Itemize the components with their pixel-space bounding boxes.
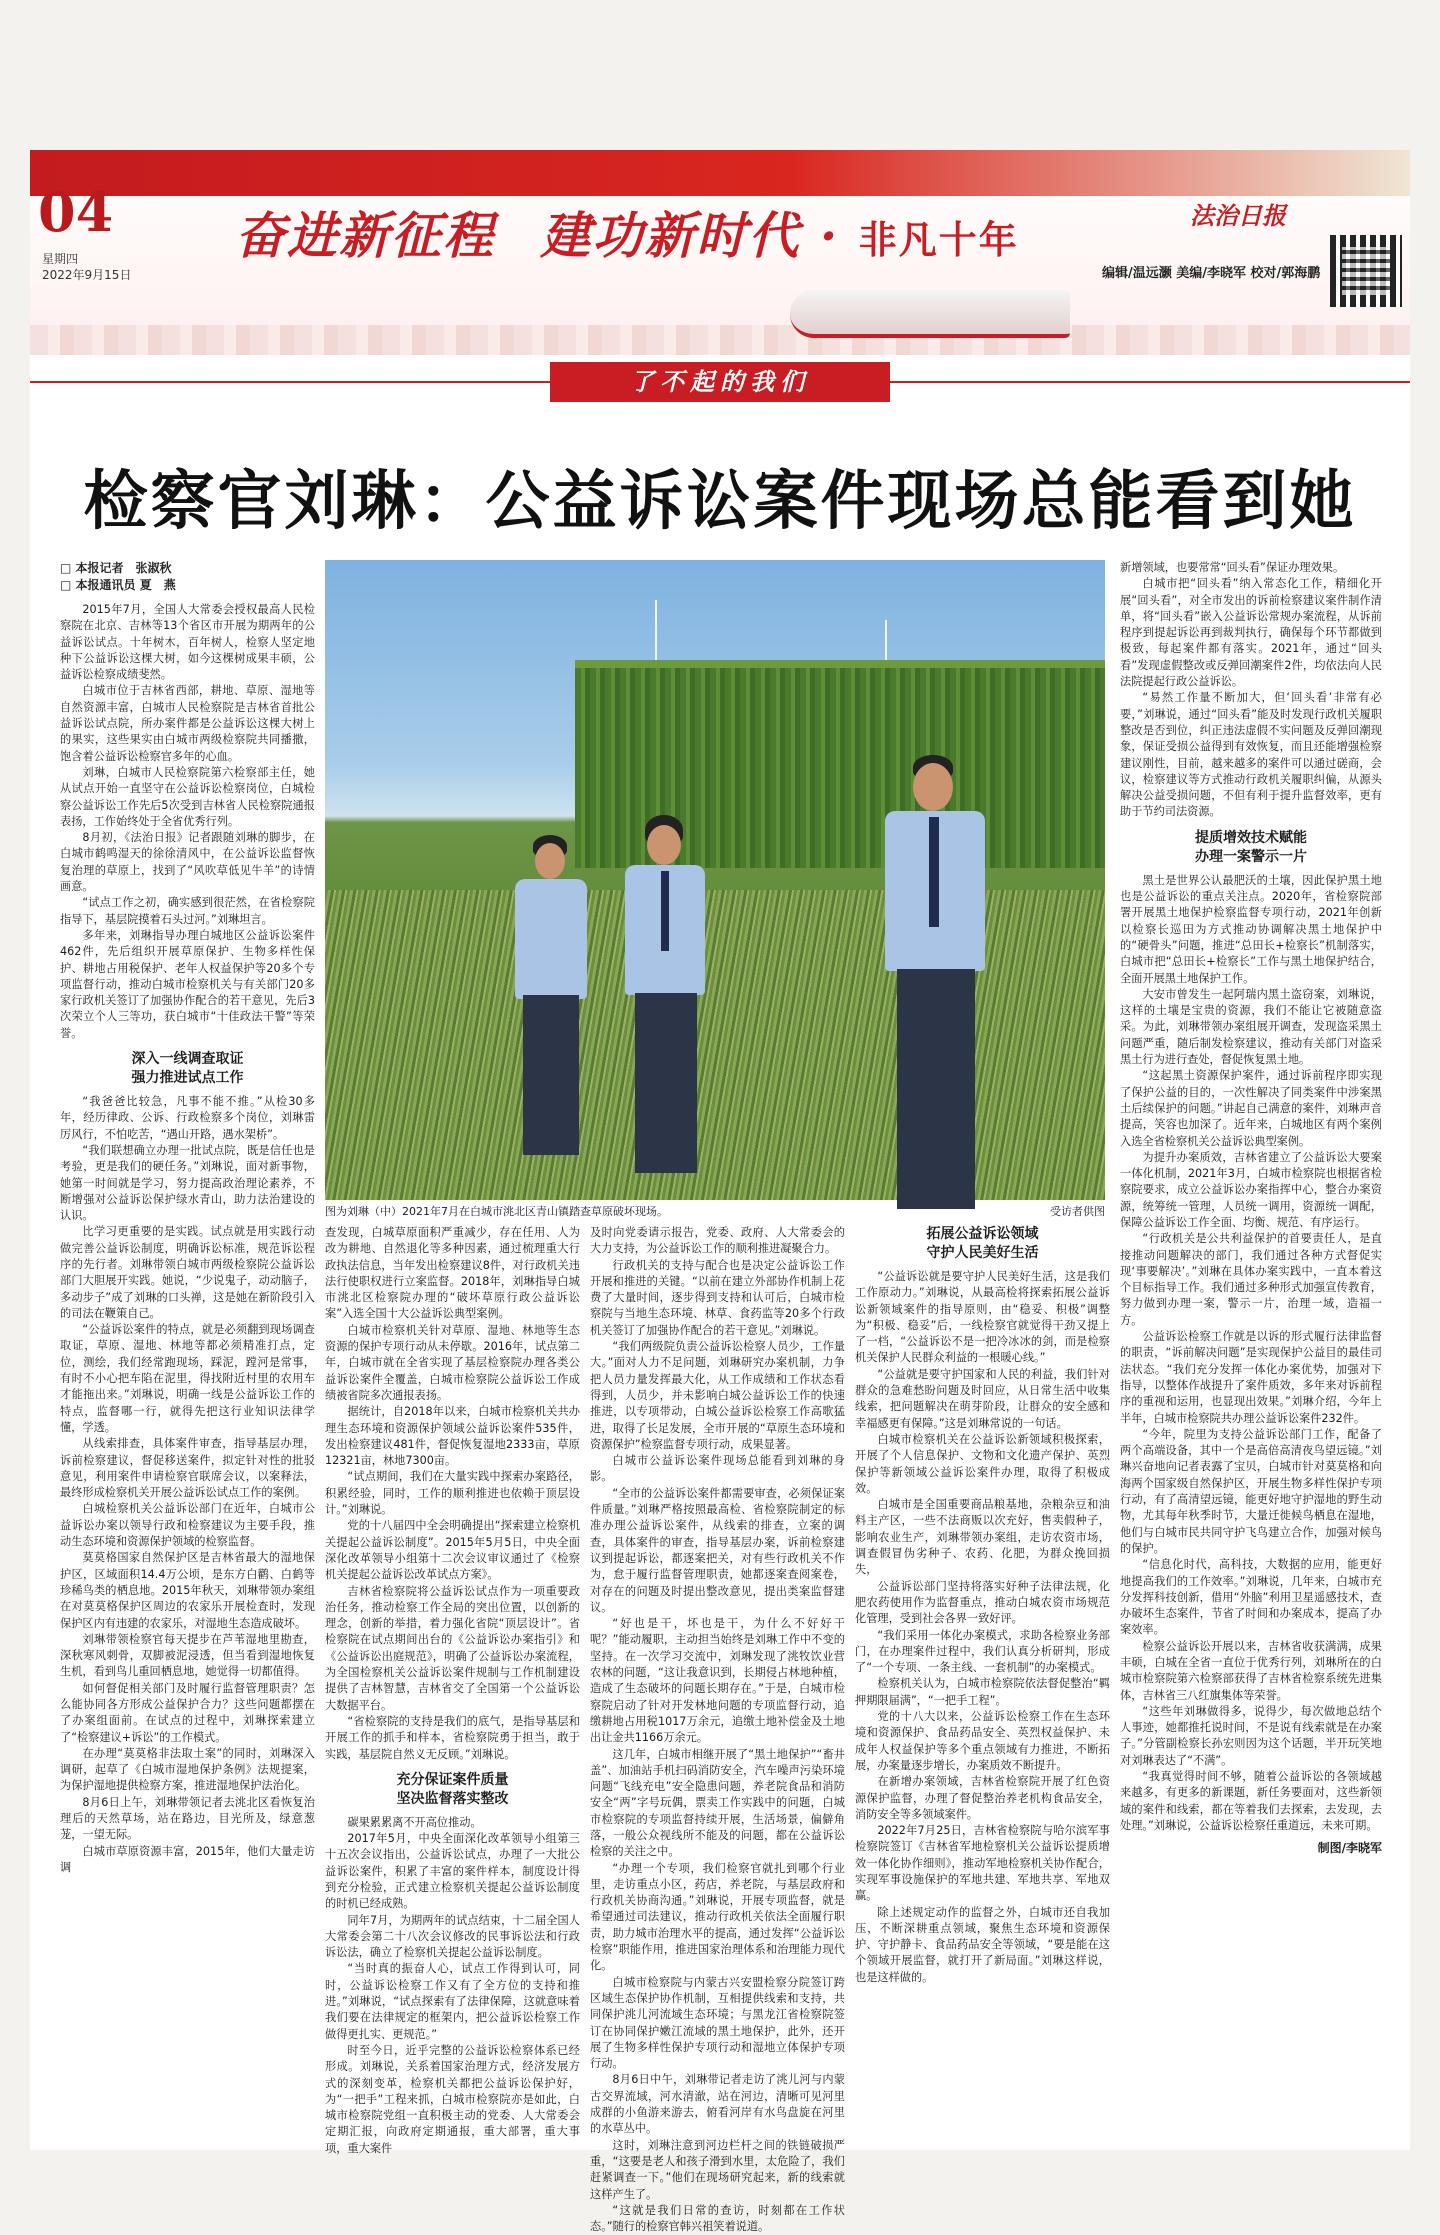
paragraph: 刘琳带领检察官每天提步在芦苇湿地里勘查，深秋寒风刺骨，双脚被泥浸透，但当看到湿地恢复生机，看到鸟儿重回栖息地，她觉得一切都值得。 <box>60 1632 315 1679</box>
subhead-4 <box>1120 829 1382 867</box>
paragraph: 除上述规定动作的监督之外，白城市还自我加压，不断深耕重点领域，聚焦生态环境和资源保护、守护静卡、食品药品安全等领域，“要是能在这个领域开展监督，就打开了新局面。”刘琳这样说，也是这样做的。 <box>855 1905 1110 1984</box>
paragraph: 8月初，《法治日报》记者跟随刘琳的脚步，在白城市鹤鸣湿天的徐徐清风中，在公益诉讼监督恢复治理的草原上，找到了“风吹草低见牛羊”的诗情画意。 <box>60 831 315 894</box>
paragraph: 白城市检察机关在公益诉讼新领域积极探索，开展了个人信息保护、文物和文化遗产保护、英烈保护等新领域公益诉讼案件办理，取得了积极成效。 <box>855 1432 1110 1495</box>
paragraph: 2015年7月，全国人大常委会授权最高人民检察院在北京、吉林等13个省区市开展为期两年的公益诉讼试点。十年树木，百年树人，检察人坚定地种下公益诉讼这棵大树，如今这棵树成果丰硕，公益诉讼检察成绩斐然。 <box>60 603 315 682</box>
subhead-line: 守护人民美好生活 <box>926 1245 1039 1261</box>
paragraph: 8月6日上午，刘琳带领记者去洮北区看恢复治理后的天然草场，站在路边，目光所及，绿意葱茏，一望无际。 <box>60 1795 315 1842</box>
banner-train-graphic <box>790 290 1070 338</box>
paragraph: 在新增办案领域，吉林省检察院开展了红色资源保护监督，办理了督促整治养老机构食品安全，消防安全等多领域案件。 <box>855 1775 1110 1821</box>
paragraph: 从线索排查，具体案件审查，指导基层办理，诉前检察建议，督促移送案件，拟定针对性的批驳意见，利用案件申请检察官联席会议，以案释法，最终形成检察机关开展公益诉讼试点工作的案例。 <box>60 1437 315 1500</box>
paragraph: “公益就是要守护国家和人民的利益，我们针对群众的急难愁盼问题及时回应，从日常生活中收集线索，把问题解决在萌芽阶段，让群众的安全感和幸福感更有保障。”这是刘琳常说的一句话。 <box>855 1367 1110 1430</box>
subhead-2 <box>325 1771 580 1809</box>
paragraph: “行政机关是公共利益保护的首要责任人，是直接推动问题解决的部门，我们通过各种方式督促实现‘事要解决’。”刘琳在具体办案实践中，一直本着这个目标指导工作。我们通过多种形式加强宣传教育，努力做到办理一案，警示一片，治理一域，造福一方。 <box>1120 1232 1382 1327</box>
subhead-3 <box>855 1225 1110 1263</box>
paragraph: 白城市检察院与内蒙古兴安盟检察分院签订跨区域生态保护协作机制，互相提供线索和支持，共同保护洮儿河流域生态环境；与黑龙江省检察院签订在协同保护嫩江流域的黑土地保护，此外，还开展了生物多样性保护专项行动和湿地立体保护专项行动。 <box>590 1975 845 2071</box>
subhead-1 <box>60 1050 315 1088</box>
byline-correspondent: □ 本报通讯员 夏 燕 <box>60 578 176 592</box>
slogan-separator: · <box>819 206 840 265</box>
byline-reporter: □ 本报记者 张淑秋 <box>60 561 172 575</box>
paragraph: “公益诉讼就是要守护人民美好生活，这是我们工作原动力。”刘琳说，从最高检将探索拓展公益诉讼新领域案件的指导原则，由“稳妥、积极”调整为“积极、稳妥”后，一线检察官就觉得干劲又提上了一档，“公益诉讼不是一把冷冰冰的剑，而是检察机关保护人民群众利益的一根暖心线。” <box>855 1270 1110 1365</box>
paragraph: “易然工作量不断加大，但‘回头看’非常有必要，”刘琳说，通过“回头看”能及时发现行政机关履职整改是否到位，纠正违法虚假不实问题及反弹回潮现象，保证受损公益得到有效恢复，而且还能增强检察建议刚性，目前，越来越多的案件可以通过磋商，会议，检察建议等方式推动行政机关履职纠偏，从源头解决公益受损问题，不但有利于提升监督效率，更有助于节约司法资源。 <box>1120 691 1382 819</box>
column-rule-right <box>890 381 1410 383</box>
byline <box>60 560 176 594</box>
paragraph: “信息化时代，高科技，大数据的应用，能更好地提高我们的工作效率。”刘琳说，几年来，白城市充分发挥科技创新，借用“外脑”利用卫星遥感技术，查办破坏生态案件，节省了时间和办案成本，提高了办案效率。 <box>1120 1558 1382 1637</box>
subhead-line: 充分保证案件质量 <box>396 1771 509 1788</box>
paragraph: 白城市检察机关针对草原、湿地、林地等生态资源的保护专项行动从未停歇。2016年，试点第二年，白城市就在全省实现了基层检察院办理各类公益诉讼案件全覆盖，白城市检察院公益诉讼工作成绩被省院多次通报表扬。 <box>325 1323 580 1402</box>
banner-slogan <box>235 196 1019 268</box>
paragraph: 时至今日，近乎完整的公益诉讼检察体系已经形成。刘琳说，关系着国家治理方式，经济发展方式的深刻变革，检察机关都把公益诉讼保护好，为“一把手”工程来抓，白城市检察院亦是如此，白城市检察院党组一直积极主动的党委、人大常委会定期汇报，向政府定期通报，重大部署，重大事项，重大案件 <box>325 2043 580 2155</box>
subhead-line: 强力推进试点工作 <box>131 1070 244 1087</box>
paragraph: “好也是干，坏也是干，为什么不好好干呢？”能动履职，主动担当始终是刘琳工作中不变的坚持。在一次学习交流中，刘琳发现了洮牧饮业营农林的问题，“这让我意识到，长期侵占林地种植，造成了生态破坏的问题长期存在。”于是，白城市检察院启动了针对开发林地问题的专项监督行动，追缴耕地占用税1017万余元，追缴土地补偿金及土地出让金共1166万余元。 <box>590 1617 845 1745</box>
photo-caption <box>325 1203 1105 1219</box>
photo-credit: 受访者供图 <box>1050 1205 1105 1218</box>
paragraph: 这时，刘琳注意到河边栏杆之间的铁链破损严重，“这要是老人和孩子滑到水里，太危险了，我们赶紧调查一下。”他们在现场研究起来，新的线索就这样产生了。 <box>590 2138 845 2201</box>
paragraph: 大安市曾发生一起阿瑞内黑土盗窃案，刘琳说，这样的土壤是宝贵的资源，我们不能让它被随意盗采。为此，刘琳带领办案组展开调查，发现盗采黑土问题严重，随后制发检察建议，推动有关部门对盗采黑土行为进行查处，督促恢复黑土地。 <box>1120 987 1382 1067</box>
paragraph: “这些年刘琳做得多，说得少，每次做地总结个人事迹，她都推托说时间，不是说有线索就是在办案子。”分管副检察长孙宏则因为这个话题，半开玩笑地对刘琳表达了“不满”。 <box>1120 1704 1382 1767</box>
subhead-line: 深入一线调查取证 <box>131 1051 244 1068</box>
paragraph: 党的十八届四中全会明确提出“探索建立检察机关提起公益诉讼制度”。2015年5月5日，中央全面深化改革领导小组第十二次会议审议通过了《检察机关提起公益诉讼改革试点方案》。 <box>325 1519 580 1582</box>
paragraph: 8月6日中午，刘琳带记者走访了洮儿河与内蒙古交界流域，河水清澈，站在河边，清晰可见河里成群的小鱼游来游去，俯看河岸有水鸟盘旋在河里的水草丛中。 <box>590 2073 845 2136</box>
paragraph: 白城市草原资源丰富，2015年，他们大量走访调 <box>60 1844 315 1874</box>
column-label: 了不起的我们 <box>550 362 890 402</box>
paragraph: “当时真的振奋人心，试点工作得到认可，同时，公益诉讼检察工作又有了全方位的支持和推进。”刘琳说，“试点探索有了法律保障，这就意味着我们要在法律规定的框架内，把公益诉讼检察工作做得更扎实、更规范。” <box>325 1962 580 2041</box>
paragraph: “试点工作之初，确实感到很茫然，在省检察院指导下，基层院摸着石头过河。”刘琳坦言。 <box>60 896 315 926</box>
slogan-part-2: 建功新时代 <box>540 206 801 265</box>
paragraph: “省检察院的支持是我们的底气，是指导基层和开展工作的抓手和样本，省检察院勇于担当，敢于实践，基层院自然义无反顾。”刘琳说。 <box>325 1714 580 1761</box>
article-column-4 <box>855 1225 1110 2127</box>
paragraph: 比学习更重要的是实践。试点就是用实践行动做完善公益诉讼制度，明确诉讼标准，规范诉讼程序的先行者。刘琳带领白城市两级检察院公益诉讼部门大胆展开实践。她说，“少说鬼子，动动脑子，多动步子”成了刘琳的口头禅，这是她在新阶段引入的司法在鞭策自己。 <box>60 1225 315 1320</box>
paragraph: 公益诉讼部门坚持将落实好种子法律法规，化肥农药使用作为监督重点，推动白城农资市场规范化管理，受到社会各界一致好评。 <box>855 1579 1110 1626</box>
slogan-part-3: 非凡十年 <box>858 217 1019 262</box>
paragraph: 如何督促相关部门及时履行监督管理职责？怎么能协同各方形成公益保护合力？这些问题都摆在了办案组面前。在试点的过程中，刘琳探索建立了“检察建议+诉讼”的工作模式。 <box>60 1681 315 1744</box>
paragraph: 白城市是全国重要商品粮基地，杂粮杂豆和油料主产区，一些不法商贩以次充好，售卖假种子，影响农业生产，刘琳带领办案组，走访农资市场，调查假冒伪劣种子、农药、化肥，为群众挽回损失， <box>855 1498 1110 1577</box>
paragraph: 吉林省检察院将公益诉讼试点作为一项重要政治任务，推动检察工作全局的突出位置，以创新的理念，创新的举措，着力强化省院“顶层设计”。省检察院在试点期间出台的《公益诉讼办案指引》和《公益诉讼出庭规范》，明确了公益诉讼办案流程，为全国检察机关公益诉讼案件规制与工作机制建设提供了吉林智慧，吉林省交了全国第一个公益诉讼大数据平台。 <box>325 1584 580 1712</box>
paragraph: 党的十八大以来，公益诉讼检察工作在生态环境和资源保护、食品药品安全、英烈权益保护、未成年人权益保护等多个重点领域有力推进，不断拓展，办案量逐步增长，办案质效不断提升。 <box>855 1710 1110 1772</box>
paragraph: 行政机关的支持与配合也是决定公益诉讼工作开展和推进的关键。“以前在建立外部协作机制上花费了大量时间，逐步得到支持和认可后，白城市检察院与当地生态环境、林草、食药监等20多个行政机关签订了加强协作配合的若干意见。”刘琳说。 <box>590 1258 845 1337</box>
banner-red-bar <box>30 150 1410 196</box>
paragraph: 白城市位于吉林省西部，耕地、草原、湿地等自然资源丰富，白城市人民检察院是吉林省首批公益诉讼试点院，所办案件都是公益诉讼这棵大树上的果实，这些果实由白城市两级检察院共同播撒，饱含着公益诉讼检察官多年的心血。 <box>60 684 315 763</box>
paragraph: “我们两级院负责公益诉讼检察人员少，工作量大。”面对人力不足问题，刘琳研究办案机制，力争把人员力量发挥最大化，从工作成绩和工作状态看得到，人员少，并未影响白城公益诉讼工作的快速推进，以专项带动，白城公益诉讼检察工作高歌猛进，取得了长足发展，全市开展的“草原生态环境和资源保护”检察监督专项行动，成果显著。 <box>590 1340 845 1451</box>
subhead-line: 提质增效技术赋能 <box>1195 829 1307 846</box>
paragraph: “我们采用一体化办案模式，求助各检察业务部门，在办理案件过程中，我们认真分析研判，形成了“一个专项、一条主线、一套机制”的办案模式。 <box>855 1628 1110 1675</box>
article-headline: 检察官刘琳：公益诉讼案件现场总能看到她 <box>83 465 1357 539</box>
paragraph: 白城市把“回头看”纳入常态化工作，精细化开展“回头看”，对全市发出的诉前检察建议案件制作清单，将“回头看”嵌入公益诉讼常规办案流程，从诉前程序到提起诉讼再到裁判执行，确保每个环节都做到极致，每起案件都有落实。2021年，通过“回头看”发现虚假整改或反弹回潮案件2件，均依法向人民法院提起行政公益诉讼。 <box>1120 577 1382 689</box>
grassland <box>325 890 1105 1200</box>
paragraph: 白城检察机关公益诉讼部门在近年，白城市公益诉讼办案以领导行政和检察建议为主要手段，推动生态环境和资源保护领域的检察监督。 <box>60 1502 315 1549</box>
paragraph: 为提升办案质效，吉林省建立了公益诉讼大要案一体化机制，2021年3月，白城市检察院也根据省检察院要求，成立公益诉讼办案指挥中心，整合办案资源，统筹统一管理，人员统一调用，资源统一调配，保障公益诉讼工作全面、均衡、规范、有序运行。 <box>1120 1150 1382 1229</box>
paragraph: 同年7月，为期两年的试点结束，十二届全国人大常委会第二十八次会议修改的民事诉讼法和行政诉讼法，确立了检察机关提起公益诉讼制度。 <box>325 1913 580 1960</box>
paragraph: 白城市公益诉讼案件现场总能看到刘琳的身影。 <box>590 1454 845 1484</box>
article-column-5 <box>1120 560 1382 2127</box>
article-column-2 <box>325 1225 580 2155</box>
paragraph: 公益诉讼检察工作就是以诉的形式履行法律监督的职责，“诉前解决问题”是实现保护公益目的最佳司法状态。“我们充分发挥一体化办案优势，加强对下指导，以整体作战提升了案件质效，多年来对诉前程序的重视和运用，也显现出效果。”刘琳介绍，今年上半年，白城市检察院共办理公益诉讼案件232件。 <box>1120 1330 1382 1425</box>
weekday: 星期四 <box>42 252 79 266</box>
paragraph: “这起黑土资源保护案件，通过诉前程序即实现了保护公益的目的，一次性解决了同类案件中涉案黑土后续保护的问题。”讲起自己满意的案件，刘琳声音提高，笑容也加深了。近年来，白城地区有两个案例入选全省检察机关公益诉讼典型案例。 <box>1120 1069 1382 1148</box>
newspaper-page <box>30 150 1410 2234</box>
slogan-part-1: 奋进新征程 <box>235 206 495 265</box>
subhead-line: 办理一案警示一片 <box>1195 848 1307 865</box>
paragraph: 新增领域，也要常常“回头看”保证办理效果。 <box>1120 561 1345 574</box>
article-column-1 <box>60 602 315 2127</box>
paragraph: 据统计，自2018年以来，白城市检察机关共办理生态环境和资源保护领域公益诉讼案件535件，发出检察建议481件，督促恢复湿地2333亩，草原12321亩，林地7300亩。 <box>325 1405 580 1468</box>
article-photo <box>325 560 1105 1200</box>
editor-credits: 编辑/温远灏 美编/李晓军 校对/郭海鹏 <box>1102 266 1321 281</box>
subhead-line: 拓展公益诉讼领域 <box>926 1226 1039 1242</box>
paragraph: “今年，院里为支持公益诉讼部门工作，配备了两个高端设备，其中一个是高倍高清夜鸟望远镜。”刘琳兴奋地向记者表露了宝贝，白城市针对莫莫格和向海两个国家级自然保护区，开展生物多样性保护专项行动，有了高清望远镜，能更好地守护湿地的野生动物，尤其每年秋季时节，大量迁徙候鸟栖息在湿地，他们与白城市民共同守护飞鸟建立合作，加强对候鸟的保护。 <box>1120 1427 1382 1555</box>
paragraph: “我真觉得时间不够，随着公益诉讼的各领域越来越多，有更多的新课题，新任务要面对，这些新领域的案件和线索，都在等着我们去探索，去发现，去处理。”刘琳说，公益诉讼检察任重道远，未来可期。 <box>1120 1770 1382 1832</box>
paragraph: “办理一个专项，我们检察官就扎到哪个行业里，走访重点小区，药店，养老院，与基层政府和行政机关协商沟通。”刘琳说，开展专项监督，就是希望通过司法建议，推动行政机关依法全面履行职责，助力城市治理水平的提高，通过发挥“公益诉讼检察”职能作用，推进国家治理体系和治理能力现代化。 <box>590 1861 845 1973</box>
qr-code[interactable] <box>1330 235 1402 307</box>
banner-skyline-graphic <box>30 325 1410 355</box>
paragraph: “我们联想确立办理一批试点院，既是信任也是考验，更是我们的硬任务。”刘琳说，面对新事物，她第一时间就是学习，努力提高政治理论素养，不断增强对公益诉讼保护绿水青山，助力法治建设的认识。 <box>60 1143 315 1223</box>
paragraph: “公益诉讼案件的特点，就是必须翻到现场调查取证，草原、湿地、林地等都必须精准打点，定位，测绘，我们经常跑现场，踩泥，蹚河是常事，有时不小心把车陷在泥里，得找附近村里的农用车才能拖出来。”刘琳说，明确一线是公益诉讼工作的特点，监督哪一行，就得先把这行业知识法律学懂，学透。 <box>60 1323 315 1434</box>
column-1-intro <box>60 602 315 1042</box>
paragraph: “这就是我们日常的查访，时刻都在工作状态。”随行的检察官韩兴祖笑着说道。 <box>590 2203 845 2234</box>
paragraph: 检察公益诉讼开展以来，吉林省收获满满，成果丰硕，白城在全省一直位于优秀行列，刘琳所在的白城市检察院第六检察部获得了吉林省检察系统先进集体，吉林省三八红旗集体等荣誉。 <box>1120 1639 1382 1702</box>
paragraph: 查发现，白城草原面积严重减少，存在任用、人为改为耕地、自然退化等多种因素，通过梳理重大行政执法信息，当年发出检察建议8件，对行政机关违法行使职权进行立案监督。2018年，刘琳指导白城市洮北区检察院办理的“破坏草原行政公益诉讼案”入选全国十大公益诉讼典型案例。 <box>325 1226 580 1321</box>
paragraph: “我爸爸比较急，凡事不能不推。”从检30多年，经历律政、公诉、行政检察多个岗位，刘琳雷厉风行，不怕吃苦，“遇山开路，遇水架桥”。 <box>60 1095 315 1141</box>
paragraph: 检察机关认为，白城市检察院依法督促整治“羁押期限届满”，“一把手工程”。 <box>855 1677 1110 1707</box>
page-banner <box>30 150 1410 355</box>
column-label-bar <box>30 362 1410 402</box>
paragraph: “全市的公益诉讼案件都需要审查，必须保证案件质量。”刘琳严格按照最高检、省检察院制定的标准办理公益诉讼案件，从线索的排查，立案的调查，具体案件的审查，指导基层办案，诉前检察建议到提起诉讼，都逐案把关，对有些行政机关不作为，怠于履行监督管理职责，她都逐案查阅案卷，对存在的问题及时提出整改意见，提出类案监督建议。 <box>590 1486 845 1614</box>
subhead-line: 坚决监督落实整改 <box>396 1790 509 1807</box>
masthead-logo: 法治日报 <box>1190 201 1286 230</box>
graphics-credit: 制图/李晓军 <box>1317 1841 1382 1856</box>
paragraph: 莫莫格国家自然保护区是吉林省最大的湿地保护区，区域面积14.4万公顷，是东方白鹳、白鹤等珍稀鸟类的栖息地。2015年秋天，刘琳带领办案组在对莫莫格保护区周边的农家乐开展检查时，发现保护区内有违建的农家乐，对湿地生态造成破坏。 <box>60 1551 315 1630</box>
article-column-3 <box>590 1225 845 2234</box>
paragraph: “试点期间，我们在大量实践中探索办案路径，积累经验，同时，工作的顺利推进也依赖于顶层设计。”刘琳说。 <box>325 1470 580 1517</box>
column-rule-left <box>30 381 550 383</box>
paragraph: 2017年5月，中央全面深化改革领导小组第三十五次会议指出，公益诉讼试点，办理了一大批公益诉讼案件，积累了丰富的案件样本，制度设计得到充分检验，正式建立检察机关提起公益诉讼制度的时机已经成熟。 <box>325 1832 580 1911</box>
paragraph: 黑土是世界公认最肥沃的土壤，因此保护黑土地也是公益诉讼的重点关注点。2020年，省检察院部署开展黑土地保护检察监督专项行动，2021年创新以检察长巡田为方式推动协调解决黑土地保护中的“硬骨头”问题，推进“总田长+检察长”机制落实，白城市把“总田长+检察长”工作与黑土地保护结合，全面开展黑土地保护工作。 <box>1120 873 1382 985</box>
paragraph: 这几年，白城市相继开展了“黑土地保护”“畜井盖”、加油站手机扫码消防安全，汽车噪声污染环境问题“飞线充电”安全隐患问题，养老院食品和消防安全“两”字号玩偶，票卖工作实践中的问题，白城市检察院的专项监督持续开展，生活场景，偏僻角落，一般公众视线所不能及的问题，都在公益诉讼检察的关注之中。 <box>590 1747 845 1859</box>
paragraph: 碳果累累离不开高位推动。 <box>347 1815 482 1829</box>
paragraph: 2022年7月25日，吉林省检察院与哈尔滨军事检察院签订《吉林省军地检察机关公益诉讼提质增效一体化协作细则》，推动军地检察机关协作配合，实现军事设施保护的军地共建、军地共享、军地双赢。 <box>855 1824 1110 1903</box>
paragraph: 在办理“莫莫格非法取土案”的同时，刘琳深入调研，起草了《白城市湿地保护条例》法规提案，为保护湿地提供检察方案，推进湿地保护法治化。 <box>60 1746 315 1793</box>
issue-date: 2022年9月15日 <box>42 268 132 282</box>
page-number: 04 <box>38 180 114 244</box>
paragraph: 及时向党委请示报告，党委、政府、人大常委会的大力支持，为公益诉讼工作的顺利推进凝聚合力。 <box>590 1226 845 1256</box>
paragraph: 多年来，刘琳指导办理白城地区公益诉讼案件462件，先后组织开展草原保护、生物多样性保护、耕地占用税保护、老年人权益保护等20多个专项监督行动，推动白城市检察机关与有关部门20多家行政机关签订了加强协作配合的若干意见，先后3次荣立个人三等功，获白城市“十佳政法干警”等荣誉。 <box>60 928 315 1040</box>
photo-caption-text: 图为刘琳（中）2021年7月在白城市洮北区青山镇踏查草原破坏现场。 <box>325 1205 668 1218</box>
paragraph: 刘琳，白城市人民检察院第六检察部主任，她从试点开始一直坚守在公益诉讼检察岗位，白城检察公益诉讼工作先后5次受到吉林省人民检察院通报表扬，工作始终处于全省优秀行列。 <box>60 765 315 828</box>
